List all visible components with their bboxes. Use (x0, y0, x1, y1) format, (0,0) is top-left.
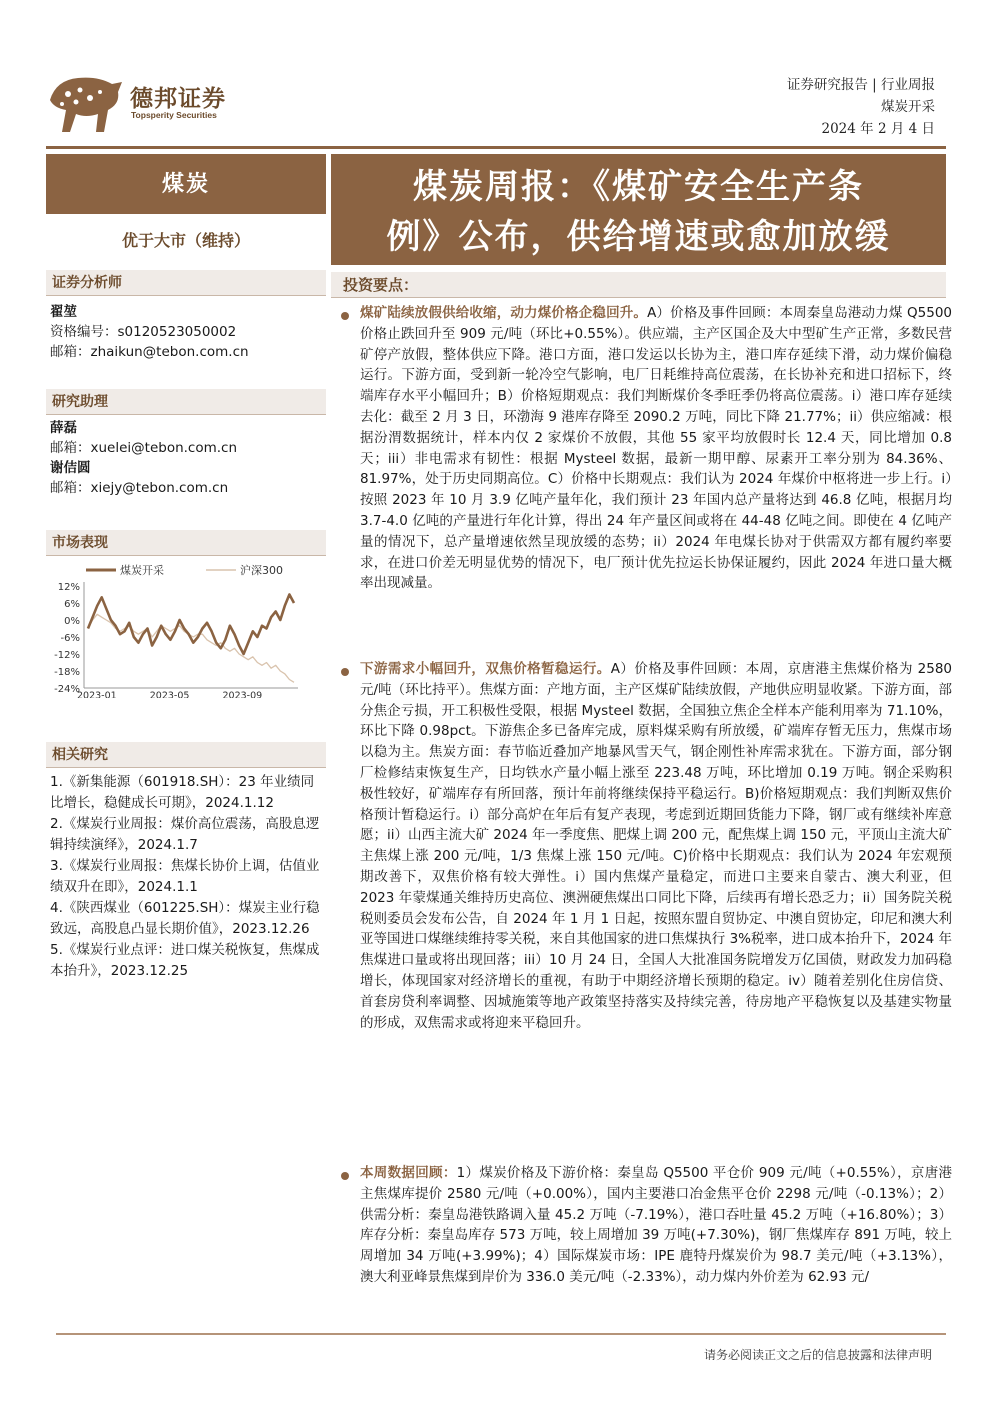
assistant-email[interactable]: 邮箱：xuelei@tebon.com.cn (50, 440, 238, 456)
x-tick-label: 2023-05 (149, 690, 190, 698)
assistant-email[interactable]: 邮箱：xiejy@tebon.com.cn (50, 480, 229, 496)
market-section-title: 市场表现 (46, 530, 326, 556)
industry-tag: 煤炭开采 (881, 99, 935, 115)
assistant-name: 薛磊 (50, 420, 77, 436)
paragraph-body: A）价格及事件回顾：本周秦皇岛港动力煤 Q5500 价格止跌回升至 909 元/吨（环比+0.55%）。供应端，主产区国企及大中型矿生产正常，多数民营矿停产放假，整体供应下降。港口方面，港口发运以长协为主，港口库存延续下滑，动力煤价偏稳运行。下游方面，受到新一轮冷空气影响，电厂日耗维持高位震荡，在长协补充和进口招标下，终端库存水平小幅回升；B）价格短期观点：我们判断煤价冬季旺季仍将高位震荡。i）港口库存延续去化：截至 2 月 3 日，环渤海 9 港库存降至 2090.2 万吨，同比下降 21.77%；ii）供应缩减：根据汾渭数据统计，样本内仅 2 家煤价不放假，其他 55 家平均放假时长 12.4 天，同比增加 0.8 天；iii）非电需求有韧性：根据 Mysteel 数据，最新一期甲醇、尿素开工率分别为 84.36%、81.97%，处于历史同期高位。C）价格中长期观点：我们认为 2024 年煤价中枢将进一步上行。i）按照 2023 年 10 月 3.9 亿吨产量年化，我们预计 23 年国内总产量将达到 46.8 亿吨，根据月均 3.7-4.0 亿吨的产量进行年化计算，得出 24 年产量区间或将在 44-48 亿吨之间。即使在 4 亿吨产量的情况下，总产量增速依然呈现放缓的态势；ii）2024 年电煤长协对于供需双方都有履约率要求，在进口价差无明显优势的情况下，电厂预计优先拉运长协保证履约，因此 2024 年进口量大概率出现减量。 (360, 305, 952, 592)
bullet-icon (341, 312, 349, 320)
y-tick-label: 6% (64, 599, 80, 610)
x-tick-label: 2023-01 (76, 690, 117, 698)
rating: 优于大市（维持） (121, 231, 250, 250)
title-line: 煤炭周报：《煤矿安全生产条 (413, 167, 864, 207)
y-tick-label: 12% (57, 582, 80, 593)
y-tick-label: -18% (54, 667, 80, 678)
related-item[interactable]: 2.《煤炭行业周报：煤价高位震荡，高股息逻辑持续演绎》，2024.1.7 (50, 816, 320, 853)
related-section-title: 相关研究 (46, 742, 326, 768)
analyst-email[interactable]: 邮箱：zhaikun@tebon.com.cn (50, 344, 249, 360)
title-line: 例》公布，供给增速或愈加放缓 (386, 217, 891, 257)
report-title (331, 154, 946, 265)
legend-label: 沪深300 (240, 564, 283, 577)
brand-name: 德邦证券 (130, 86, 226, 112)
analyst-name: 翟堃 (50, 304, 77, 320)
report-date: 2024 年 2 月 4 日 (821, 121, 935, 137)
related-item[interactable]: 1.《新集能源（601918.SH）：23 年业绩同比增长，稳健成长可期》，2024.1.12 (50, 774, 315, 811)
assistant-name: 谢佶圆 (50, 460, 91, 476)
assistant-section-title: 研究助理 (46, 389, 326, 415)
bullet-icon (341, 1172, 349, 1180)
paragraph-lead: 本周数据回顾： (360, 1165, 457, 1181)
header-divider (46, 146, 946, 149)
legend-label: 煤炭开采 (120, 564, 164, 577)
paragraph-lead: 下游需求小幅回升，双焦价格暂稳运行。 (360, 661, 611, 677)
report-meta (787, 74, 935, 140)
report-type: 证券研究报告 | 行业周报 (786, 77, 935, 93)
related-item[interactable]: 4.《陕西煤业（601225.SH）：煤炭主业行稳致远，高股息凸显长期价值》，2023.12.26 (50, 900, 320, 937)
y-tick-label: -6% (60, 633, 80, 644)
paragraph-weekly-data (360, 1163, 952, 1288)
sector-label: 煤炭 (46, 154, 326, 214)
y-tick-label: 0% (64, 616, 80, 627)
footer-divider (56, 1333, 946, 1335)
paragraph-body: 1）煤炭价格及下游价格：秦皇岛 Q5500 平仓价 909 元/吨（+0.55%），京唐港主焦煤库提价 2580 元/吨（+0.00%），国内主要港口冶金焦平仓价 2298 元/吨（-0.13%）；2）供需分析：秦皇岛港铁路调入量 45.2 万吨（-7.19%），港口吞吐量 45.2 万吨（+16.80%）；3）库存分析：秦皇岛库存 573 万吨，较上周增加 39 万吨(+7.30%)，钢厂焦煤库存 891 万吨，较上周增加 34 万吨(+3.99%)；4）国际煤炭市场：IPE 鹿特丹煤炭价为 98.7 美元/吨（+3.13%），澳大利亚峰景焦煤到岸价为 336.0 美元/吨（-2.33%），动力煤内外价差为 62.93 元/ (360, 1165, 953, 1285)
footer-disclaimer: 请务必阅读正文之后的信息披露和法律声明 (703, 1348, 932, 1362)
series-line (88, 614, 294, 682)
related-item[interactable]: 3.《煤炭行业周报：焦煤长协价上调，估值业绩双升在即》，2024.1.1 (50, 858, 320, 895)
key-points-heading: 投资要点： (331, 272, 946, 298)
bullet-icon (341, 668, 349, 676)
related-research-list (50, 772, 320, 982)
y-tick-label: -12% (54, 650, 80, 661)
analyst-cert: 资格编号：s0120523050002 (50, 324, 237, 340)
related-item[interactable]: 5.《煤炭行业点评：进口煤关税恢复，焦煤成本抬升》，2023.12.25 (50, 942, 320, 979)
paragraph-lead: 煤矿陆续放假供给收缩，动力煤价格企稳回升。 (360, 305, 648, 321)
y-tick-label: -24% (54, 684, 80, 695)
assistant-info (50, 418, 237, 498)
paragraph-body: A）价格及事件回顾：本周，京唐港主焦煤价格为 2580 元/吨（环比持平）。焦煤方面：产地方面，主产区煤矿陆续放假，产地供应明显收紧。下游方面，部分焦企亏损，开工积极性受限，根据 Mysteel 数据，全国独立焦企全样本产能利用率为 71.10%，环比下降 0.98pct。下游焦企多已备库完成，原料煤采购有所放缓，矿端库存暂无压力，焦煤市场以稳为主。焦炭方面：春节临近叠加产地暴风雪天气，钢企刚性补库需求犹在。下游方面，部分钢厂检修结束恢复生产，日均铁水产量小幅上涨至 223.48 万吨，环比增加 0.19 万吨。钢企采购积极性较好，矿端库存有所回落，预计年前将继续保持平稳运行。B)价格短期观点：我们判断双焦价格预计暂稳运行。i）部分高炉在年后有复产表现，考虑到近期回货能力下降，钢厂或有继续补库意愿；ii）山西主流大矿 2024 年一季度焦、肥煤上调 200 元，配焦煤上调 150 元，平顶山主流大矿主焦煤上涨 200 元/吨，1/3 焦煤上涨 150 元/吨。C)价格中长期观点：我们认为 2024 年宏观预期改善下，双焦价格有较大弹性。i）国内焦煤产量稳定，而进口主要来自蒙古、澳大利亚，但 2023 年蒙煤通关维持历史高位、澳洲硬焦煤出口同比下降，后续再有增长恐乏力；ii）国务院关税税则委员会发布公告，自 2024 年 1 月 1 日起，按照东盟自贸协定、中澳自贸协定，印尼和澳大利亚等国进口煤继续维持零关税，来自其他国家的进口焦煤执行 3%税率，进口成本抬升下，2024 年焦煤进口量或将出现回落；iii）10 月 24 日，全国人大批准国务院增发万亿国债，财政发力加码稳增长，体现国家对经济增长的重视，有助于中期经济增长预期的稳定。iv）随着差别化住房信贷、首套房贷利率调整、因城施策等地产政策坚持落实及持续完善，待房地产平稳恢复以及基建实物量的形成，双焦需求或将迎来平稳回升。 (360, 661, 952, 1031)
leopard-logo-icon (46, 70, 124, 136)
analyst-info (50, 302, 249, 362)
x-tick-label: 2023-09 (222, 690, 263, 698)
series-line (88, 595, 294, 655)
brand-name-en: Topsperity Securities (131, 110, 217, 120)
paragraph-coking-coal (360, 659, 952, 1033)
analyst-section-title: 证券分析师 (46, 270, 326, 296)
market-performance-chart (46, 558, 326, 698)
paragraph-thermal-coal (360, 303, 952, 594)
